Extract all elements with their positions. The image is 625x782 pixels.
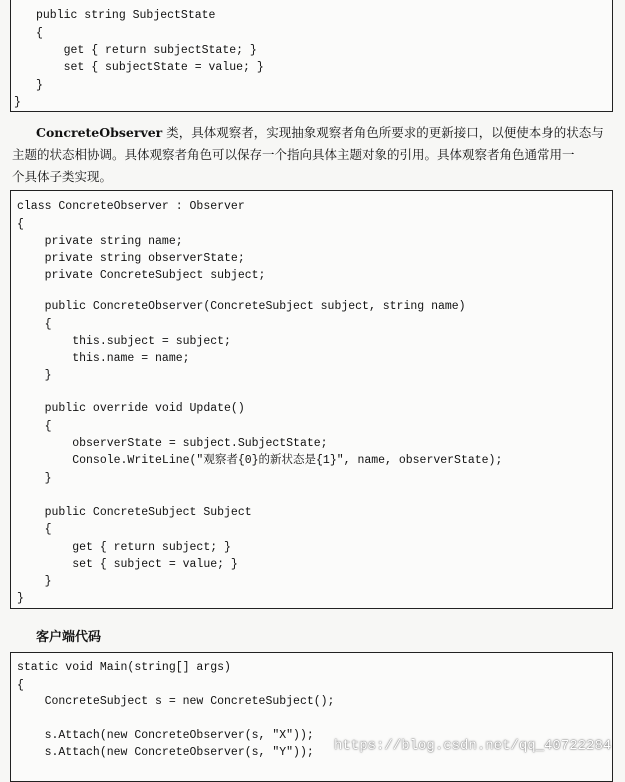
code-line: { [17, 420, 52, 433]
code-line: } [17, 592, 24, 605]
code-line: public override void Update() [17, 402, 245, 415]
code-line: s.Attach(new ConcreteObserver(s, "X")); [17, 729, 314, 742]
code-line: ConcreteSubject s = new ConcreteSubject(); [17, 695, 335, 708]
code-line: this.name = name; [17, 352, 190, 365]
code-line: } [14, 96, 21, 109]
paragraph-line-3: 个具体子类实现。 [12, 169, 113, 184]
code-line: set { subject = value; } [17, 558, 238, 571]
code-line: get { return subjectState; } [36, 44, 257, 57]
code-line: get { return subject; } [17, 541, 231, 554]
code-block-subject-state [10, 0, 613, 112]
code-line: s.Attach(new ConcreteObserver(s, "Y")); [17, 746, 314, 759]
code-line: } [17, 369, 52, 382]
code-block-concrete-observer [10, 190, 613, 609]
code-line: private string name; [17, 235, 183, 248]
code-line: static void Main(string[] args) [17, 661, 231, 674]
code-line: class ConcreteObserver : Observer [17, 200, 245, 213]
code-line: { [36, 27, 43, 40]
watermark-url: https://blog.csdn.net/qq_40722284 [334, 738, 612, 754]
code-line: private string observerState; [17, 252, 245, 265]
code-line: private ConcreteSubject subject; [17, 269, 266, 282]
code-line: public ConcreteObserver(ConcreteSubject subject, string name) [17, 300, 466, 313]
code-line: Console.WriteLine("观察者{0}的新状态是{1}", name, observerState); [17, 454, 503, 467]
code-line: this.subject = subject; [17, 335, 231, 348]
code-line: { [17, 218, 24, 231]
code-line: public ConcreteSubject Subject [17, 506, 252, 519]
paragraph-line-2: 主题的状态相协调。具体观察者角色可以保存一个指向具体主题对象的引用。具体观察者角色通常用一 [12, 147, 575, 162]
code-block-main [10, 652, 613, 782]
code-line: { [17, 523, 52, 536]
code-line: { [17, 679, 24, 692]
code-line: observerState = subject.SubjectState; [17, 437, 328, 450]
description-paragraph [12, 122, 612, 188]
paragraph-line-1: 类，具体观察者，实现抽象观察者角色所要求的更新接口，以便使本身的状态与 [162, 125, 604, 140]
class-name-lead: ConcreteObserver [36, 125, 163, 140]
code-line: } [17, 472, 52, 485]
code-line: { [17, 318, 52, 331]
code-line: } [17, 575, 52, 588]
code-line: } [36, 79, 43, 92]
client-code-heading: 客户端代码 [36, 630, 102, 645]
code-line: public string SubjectState [36, 9, 216, 22]
code-line: set { subjectState = value; } [36, 61, 264, 74]
